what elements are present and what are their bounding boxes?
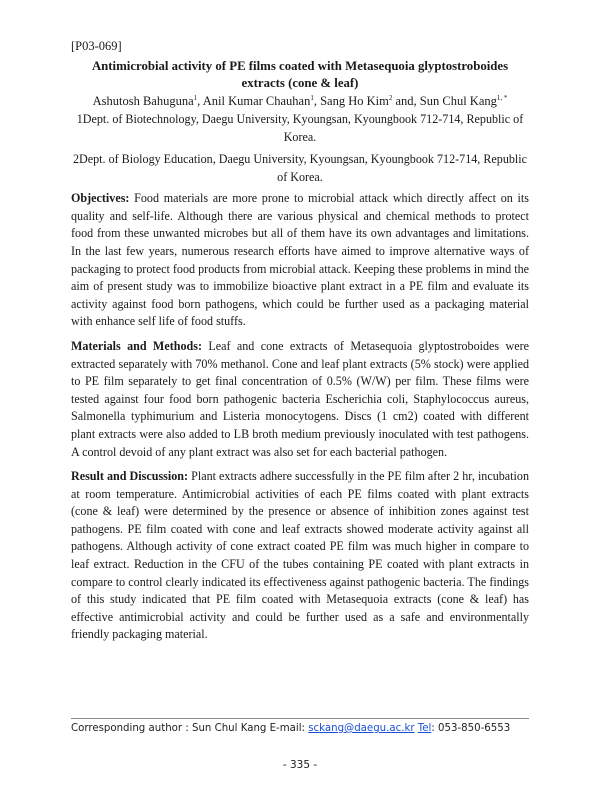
email-link[interactable]: sckang@daegu.ac.kr (308, 723, 415, 734)
author-name: Anil Kumar Chauhan (202, 93, 311, 108)
author-separator: and, (392, 93, 420, 108)
author-affiliation-mark: 1 (310, 93, 314, 102)
abstract-body (71, 38, 529, 644)
affiliation-2: 2Dept. of Biology Education, Daegu University, Kyoungsan, Kyoungbook 712-714, Republic of Korea. (72, 152, 527, 184)
tel-label[interactable]: Tel (417, 723, 432, 734)
tel-value: : 053-850-6553 (431, 723, 511, 734)
section-heading: Materials and Methods: (71, 338, 202, 353)
page-number: - 335 - (282, 759, 318, 771)
section-heading: Objectives: (71, 191, 130, 206)
paper-title: Antimicrobial activity of PE films coated with Metasequoia glyptostroboides extracts (cone & leaf) (91, 58, 509, 90)
author-affiliation-mark: 1 (193, 93, 198, 102)
corresponding-author-footer (71, 723, 529, 734)
section-text: Food materials are more prone to microbial attack which directly affect on its quality and self-life. Although there are various physical and chemical methods to protect food from these unwanted microbes but all of them have its own advantages and limitations. In the last few years, numerous research efforts have aimed to improve alternative ways of packaging to protect food products from microbial attack. Keeping these problems in mind the aim of present study was to immobilize bioactive plant extract in a PE film and evaluate its activity against food born pathogens, which could be further used as a packaging material with enhance self life of food stuffs. (71, 191, 529, 329)
abstract-code: [P03-069] (71, 39, 122, 53)
objectives-section (71, 190, 529, 331)
section-text: Leaf and cone extracts of Metasequoia glyptostroboides were extracted separately with 70% methanol. Cone and leaf plant extracts (5% stock) were applied to PE film separately to get final concentration of 0.5% (W/W) per film. These films were tested against four food born pathogenic bacteria Escherichia coli, Staphylococcus aureus, Salmonella typhimurium and Listeria monocytogens. Discs (1 cm2) coated with different plant extracts were also added to LB broth medium previously inoculated with test pathogens. A control devoid of any plant extract was also set for each bacterial pathogen. (71, 338, 529, 459)
author-name: Sang Ho Kim (320, 93, 389, 108)
affiliation-1: 1Dept. of Biotechnology, Daegu University, Kyoungsan, Kyoungbook 712-714, Republic of Korea. (76, 112, 524, 144)
author-name: Sun Chul Kang (419, 93, 497, 108)
footer-divider (71, 718, 529, 719)
author-affiliation-mark: 1, * (496, 93, 508, 102)
footer-label: Corresponding author : Sun Chul Kang E-mail: (71, 723, 305, 734)
section-text: Plant extracts adhere successfully in the PE film after 2 hr, incubation at room temperature. Antimicrobial activities of each PE films coated with plant extracts (cone & leaf) were determined by the presence or absence of inhibition zones against test pathogens. PE film coated with cone and leaf extracts showed moderate activity against all pathogens. Although activity of cone extract coated PE film was much higher in compare to leaf extract. Reduction in the CFU of the tubes containing PE coated with plant extracts in compare to control clearly indicated its effectiveness against pathogenic bacteria. The findings of this study indicated that PE film coated with Metasequoia extracts (cone & leaf) has effective antimicrobial activity and could be further used as a safe and environmentally friendly packaging material. (71, 469, 529, 642)
section-heading: Result and Discussion: (71, 469, 189, 484)
results-discussion-section (71, 468, 529, 644)
author-affiliation-mark: 2 (388, 93, 393, 102)
author-separator: , (313, 93, 321, 108)
materials-methods-section (71, 338, 529, 461)
author-name: Ashutosh Bahuguna (92, 93, 194, 108)
author-list (71, 93, 529, 111)
author-separator: , (197, 93, 203, 108)
